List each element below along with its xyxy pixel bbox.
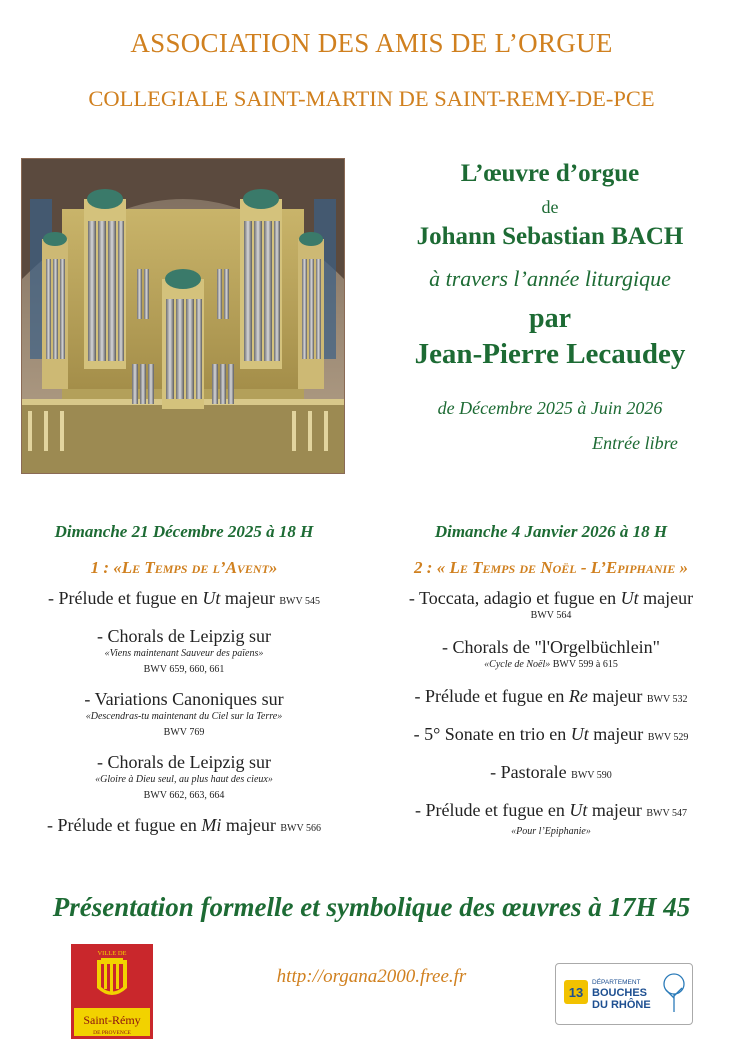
program-item: - Prélude et fugue en Ut majeur BWV 547 «Pour l’Epiphanie»	[414, 800, 688, 837]
svg-text:BOUCHES: BOUCHES	[592, 987, 648, 999]
program-item: - Variations Canoniques sur «Descendras-tu maintenant du Ciel sur la Terre» BWV 769	[84, 689, 284, 738]
performer-name: Jean-Pierre Lecaudey	[414, 338, 686, 370]
subtitle: à travers l’année liturgique	[429, 266, 671, 291]
organ-photo	[21, 158, 345, 474]
program-item: - Toccata, adagio et fugue en Ut majeur BWV 564	[408, 588, 694, 621]
title-de: de	[541, 197, 559, 217]
work-title: L’œuvre d’orgue	[460, 160, 640, 187]
website-link[interactable]: http://organa2000.free.fr	[276, 966, 467, 987]
program-item: - Prélude et fugue en Re majeur BWV 532	[414, 686, 688, 706]
concert-1-date: Dimanche 21 Décembre 2025 à 18 H	[54, 522, 314, 541]
tree-icon	[664, 974, 684, 1012]
svg-text:VILLE DE: VILLE DE	[97, 950, 127, 957]
program-item: - Pastorale BWV 590	[490, 762, 612, 782]
svg-text:DU RHÔNE: DU RHÔNE	[592, 999, 651, 1011]
svg-text:13: 13	[568, 985, 584, 1000]
presentation-note: Présentation formelle et symbolique des œuvres à 17H 45	[52, 892, 691, 922]
entry-info: Entrée libre	[592, 433, 678, 453]
svg-text:Saint-Rémy: Saint-Rémy	[83, 1013, 141, 1027]
collegiale-title: COLLEGIALE SAINT-MARTIN DE SAINT-REMY-DE-PCE	[88, 86, 655, 111]
program-item: - Prélude et fugue en Mi majeur BWV 566	[46, 815, 322, 835]
association-title: ASSOCIATION DES AMIS DE L’ORGUE	[130, 28, 613, 58]
concert-2-section: 2 : « Le Temps de Noël - L’Epiphanie »	[414, 558, 688, 577]
organ-illustration	[22, 159, 344, 473]
concert-2	[372, 522, 730, 838]
saint-remy-logo	[71, 944, 153, 1039]
program-item: - Chorals de Leipzig sur «Viens maintenant Sauveur des païens» BWV 659, 660, 661	[97, 626, 271, 675]
period: de Décembre 2025 à Juin 2026	[437, 398, 663, 418]
svg-text:DÉPARTEMENT: DÉPARTEMENT	[592, 979, 641, 986]
bouches-du-rhone-logo	[555, 963, 693, 1025]
program-item: - 5° Sonate en trio en Ut majeur BWV 529	[413, 724, 689, 744]
concert-1-section: 1 : «Le Temps de l’Avent»	[90, 558, 278, 577]
concert-1	[5, 522, 363, 840]
program-item: - Prélude et fugue en Ut majeur BWV 545	[47, 588, 321, 608]
bouches-du-rhone-logo-graphic	[556, 964, 692, 1024]
program-item: - Chorals de "l'Orgelbüchlein" «Cycle de Noël» BWV 599 à 615	[441, 637, 661, 670]
composer-name: Johann Sebastian BACH	[416, 223, 684, 250]
saint-remy-logo-graphic	[71, 944, 153, 1039]
concert-2-date: Dimanche 4 Janvier 2026 à 18 H	[434, 522, 668, 541]
program-item: - Chorals de Leipzig sur «Gloire à Dieu seul, au plus haut des cieux» BWV 662, 663, 664	[95, 752, 273, 801]
title-par: par	[529, 303, 571, 334]
svg-text:DE PROVENCE: DE PROVENCE	[93, 1030, 131, 1036]
